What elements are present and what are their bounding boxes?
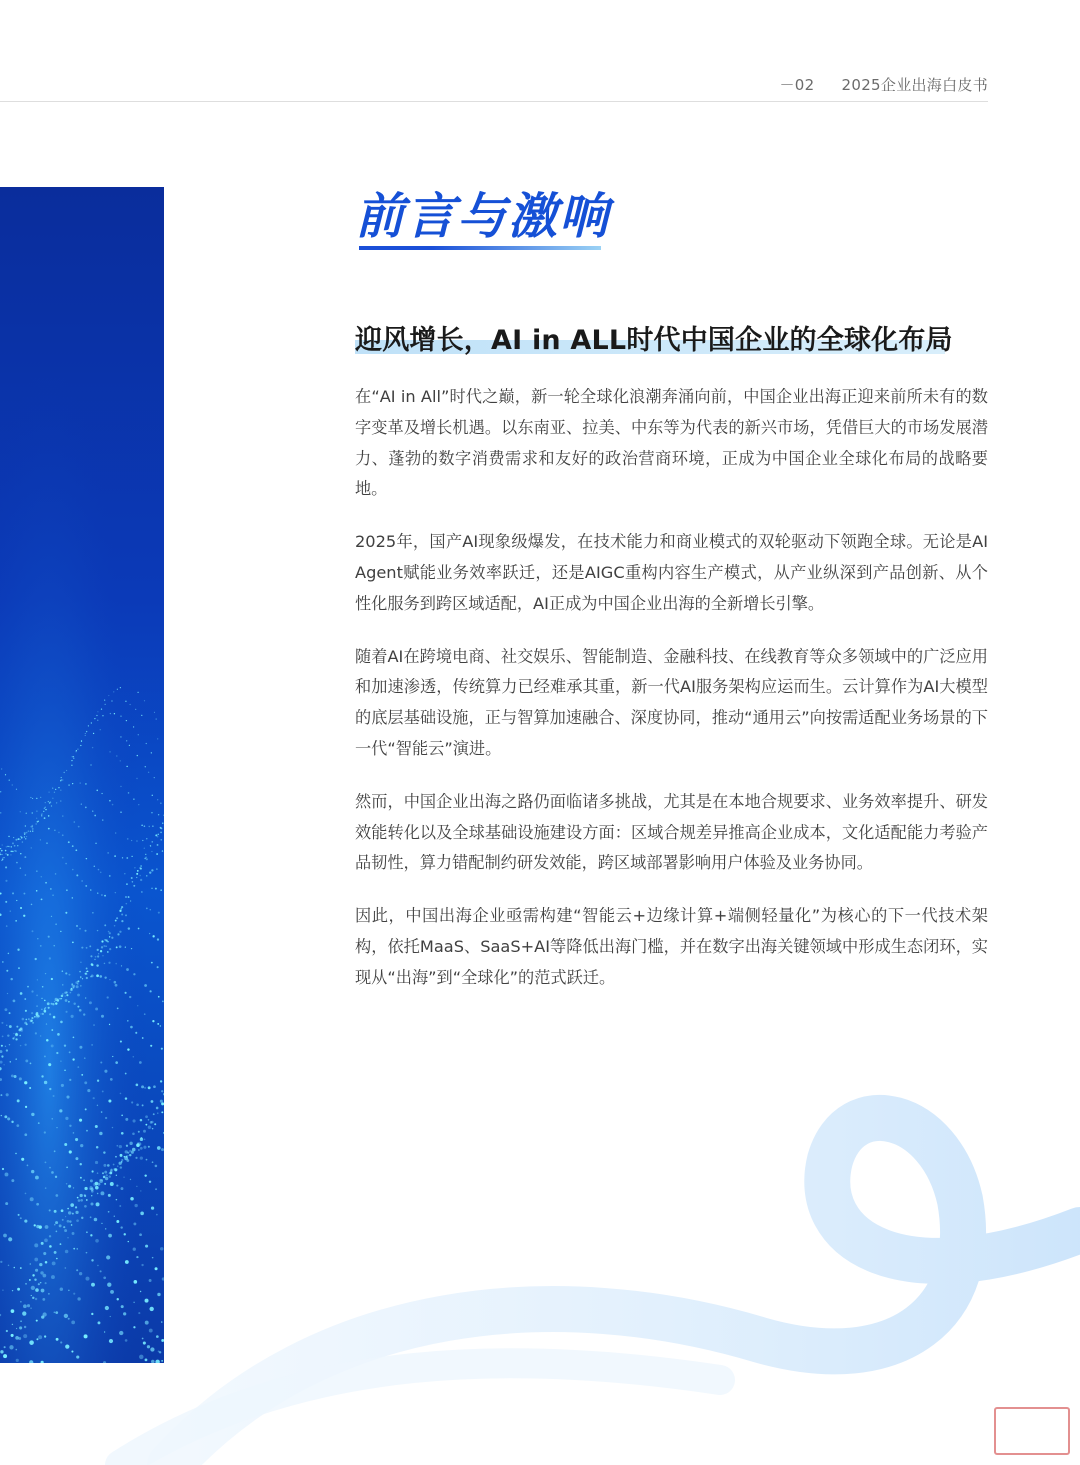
page-header (779, 74, 988, 95)
seal-stamp (994, 1407, 1070, 1455)
section-subtitle: 迎风增长，AI in ALL时代中国企业的全球化布局 (355, 325, 953, 356)
paragraph: 因此，中国出海企业亟需构建“智能云+边缘计算+端侧轻量化”为核心的下一代技术架构，依托MaaS、SaaS+AI等降低出海门槛，并在数字出海关键领域中形成生态闭环，实现从“出海”到“全球化”的范式跃迁。 (355, 906, 988, 987)
header-divider (0, 101, 988, 102)
body-text (355, 382, 988, 1016)
subtitle-block (355, 318, 953, 357)
page-number: －02 (779, 76, 815, 94)
paragraph: 2025年，国产AI现象级爆发，在技术能力和商业模式的双轮驱动下领跑全球。无论是AI Agent赋能业务效率跃迁，还是AIGC重构内容生产模式，从产业纵深到产品创新、从个性化服务到跨区域适配，AI正成为中国企业出海的全新增长引擎。 (355, 532, 988, 613)
decorative-ribbon (0, 1050, 1080, 1465)
paragraph: 然而，中国企业出海之路仍面临诸多挑战，尤其是在本地合规要求、业务效率提升、研发效能转化以及全球基础设施建设方面：区域合规差异推高企业成本，文化适配能力考验产品韧性，算力错配制约研发效能，跨区域部署影响用户体验及业务协同。 (355, 791, 988, 873)
section-title: 前言与激响 (355, 188, 611, 245)
paragraph: 随着AI在跨境电商、社交娱乐、智能制造、金融科技、在线教育等众多领域中的广泛应用和加速渗透，传统算力已经难承其重，新一代AI服务架构应运而生。云计算作为AI大模型的底层基础设施，正与智算加速融合、深度协同，推动“通用云”向按需适配业务场景的下一代“智能云”演进。 (355, 646, 988, 758)
title-underline (359, 246, 601, 250)
document-title: 2025企业出海白皮书 (841, 76, 988, 94)
paragraph: 在“AI in All”时代之巅，新一轮全球化浪潮奔涌向前，中国企业出海正迎来前所未有的数字变革及增长机遇。以东南亚、拉美、中东等为代表的新兴市场，凭借巨大的市场发展潜力、蓬勃的数字消费需求和友好的政治营商环境，正成为中国企业全球化布局的战略要地。 (355, 387, 988, 499)
